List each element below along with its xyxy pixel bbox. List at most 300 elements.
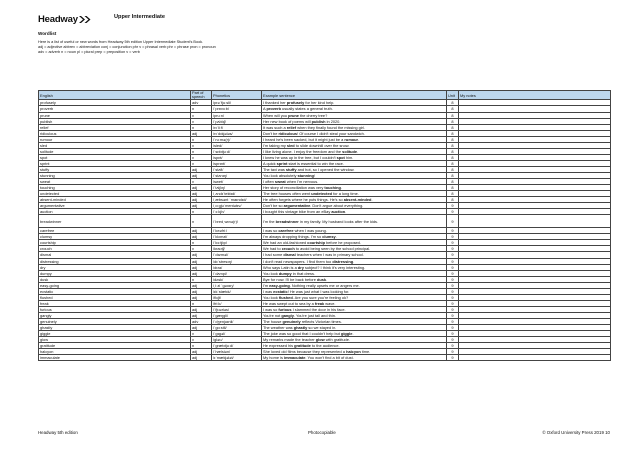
example-text: I was so <box>263 306 279 312</box>
example-cell <box>262 215 447 228</box>
example-keyword: ghastly <box>293 325 308 331</box>
example-text: . Are you sure you're feeling ok? <box>292 294 349 300</box>
unit-cell: 8 <box>447 142 459 148</box>
word-cell: touching <box>39 185 191 191</box>
word-cell: solitude <box>39 148 191 154</box>
example-text: ! <box>313 172 315 178</box>
example-text: and hot, so I opened the window. <box>296 166 355 172</box>
example-text: My home is <box>263 355 284 361</box>
phonetics-cell: /ˈfjʊəriəs/ <box>212 306 262 312</box>
example-keyword: absent-minded <box>343 197 372 203</box>
word-cell: absent-minded <box>39 197 191 203</box>
part-of-speech-cell: adj <box>191 252 212 258</box>
unit-cell: 9 <box>447 331 459 337</box>
example-keyword: crouch <box>281 246 295 252</box>
example-text: in my family. My husband looks after the kids. <box>298 218 379 224</box>
example-keyword: gangly <box>281 312 294 318</box>
example-text: I often <box>263 179 275 185</box>
example-keyword: undetected <box>311 191 332 197</box>
example-keyword: carefree <box>278 228 294 234</box>
example-text: to the audience. <box>310 343 340 349</box>
word-cell: breadwinner <box>39 215 191 228</box>
part-of-speech-cell: n <box>191 300 212 306</box>
part-of-speech-cell: v <box>191 179 212 185</box>
example-text: I knew he was up in the tree, but I couldn't <box>263 154 337 160</box>
part-of-speech-cell: adj <box>191 325 212 331</box>
word-cell: giggle <box>39 331 191 337</box>
table-body <box>39 100 611 361</box>
intro-line: adv = adverb n = noun pl = plural prep = preposition v = verb <box>38 50 140 54</box>
part-of-speech-cell: v <box>191 112 212 118</box>
part-of-speech-cell: n <box>191 136 212 142</box>
unit-cell: 8 <box>447 130 459 136</box>
phonetics-cell: /ˈɡɑːstli/ <box>212 325 262 331</box>
unit-cell: 9 <box>447 325 459 331</box>
phonetics-cell: /ˈpʌblɪʃ/ <box>212 118 262 124</box>
example-text: in 2020. <box>325 118 341 124</box>
phonetics-cell: /ɪkˈstætɪk/ <box>212 288 262 294</box>
unit-cell: 9 <box>447 312 459 318</box>
example-text: . <box>340 185 342 191</box>
phonetics-cell: /ˈprɒvɜːb/ <box>212 106 262 112</box>
phonetics-cell: /prəˈfjuːsli/ <box>212 100 262 106</box>
example-text: I'm taking my <box>263 142 287 148</box>
intro-line: Here is a list of useful or new words from Headway 5th edition Upper Intermediate Student's Book. <box>38 40 204 44</box>
phonetics-cell: /ˈklʌmzi/ <box>212 234 262 240</box>
word-cell: stunning <box>39 172 191 178</box>
phonetics-cell: /ˈsɒlɪtjuːd/ <box>212 148 262 154</box>
table-row <box>39 355 611 361</box>
example-keyword: flushed <box>278 294 293 300</box>
phonetics-cell: /pruːn/ <box>212 112 262 118</box>
phonetics-cell: /ˈruːmə(r)/ <box>212 136 262 142</box>
phonetics-cell: /draɪ/ <box>212 264 262 270</box>
example-keyword: freak <box>314 300 325 306</box>
example-text: Bye for now. I'll be back before <box>263 276 317 282</box>
phonetics-cell: /ˌɑːɡjuˈmentətɪv/ <box>212 203 262 209</box>
unit-cell: 9 <box>447 270 459 276</box>
phonetics-cell: /flʌʃt/ <box>212 294 262 300</box>
word-cell: sled <box>39 142 191 148</box>
word-cell: easy-going <box>39 282 191 288</box>
example-keyword: dismal <box>283 252 296 258</box>
phonetics-cell: /ˈɡrætɪtjuːd/ <box>212 343 262 349</box>
example-keyword: glow <box>315 337 325 343</box>
example-keyword: ridiculous <box>278 130 298 136</box>
unit-cell: 9 <box>447 319 459 325</box>
example-text: in that dress. <box>291 270 315 276</box>
part-of-speech-cell: n <box>191 276 212 282</box>
example-keyword: courtship <box>307 240 326 246</box>
example-text: . Nothing really upsets me or angers me. <box>289 282 360 288</box>
phonetics-cell: /ˈhælsiən/ <box>212 349 262 355</box>
example-text: subject? I think it's very interesting. <box>303 264 366 270</box>
part-of-speech-cell: adj <box>191 203 212 209</box>
example-keyword: auction <box>331 209 346 215</box>
part-of-speech-cell: adj <box>191 270 212 276</box>
example-keyword: dusk <box>316 276 327 282</box>
unit-cell: 8 <box>447 185 459 191</box>
example-text: . <box>345 209 347 215</box>
example-text: Don't be so <box>263 203 284 209</box>
example-text: I was so <box>263 228 279 234</box>
example-keyword: clumsy <box>322 234 336 240</box>
word-cell: stuffy <box>39 166 191 172</box>
unit-cell: 9 <box>447 306 459 312</box>
example-text: ! He was just what I was looking for. <box>287 288 350 294</box>
phonetics-cell: /swet/ <box>212 179 262 185</box>
example-keyword: sweat <box>274 179 286 185</box>
example-keyword: proverb <box>266 106 281 112</box>
example-keyword: stuffy <box>285 166 297 172</box>
unit-cell: 9 <box>447 288 459 294</box>
word-cell: spot <box>39 154 191 160</box>
part-of-speech-cell: adj <box>191 166 212 172</box>
example-text: A quick <box>263 160 277 166</box>
word-cell: freak <box>39 300 191 306</box>
example-keyword: sled <box>286 142 295 148</box>
example-keyword: dumpy <box>278 270 292 276</box>
example-text: Her story of reconciliation was very <box>263 185 325 191</box>
unit-cell: 9 <box>447 276 459 282</box>
example-text: . <box>335 234 337 240</box>
unit-cell: 9 <box>447 349 459 355</box>
phonetics-cell: /sled/ <box>212 142 262 148</box>
example-keyword: sprint <box>276 160 288 166</box>
intro-line: adj = adjective abbrev = abbreviation conj = conjunction phr v = phrasal verb phr = phrase pron = pronoun <box>38 45 216 49</box>
example-text: for her kind help. <box>304 100 335 106</box>
example-text: I like living alone. I enjoy the freedom and the <box>263 148 343 154</box>
example-text: I heard he's been sacked, but it might just be a <box>263 136 345 142</box>
unit-cell: 9 <box>447 228 459 234</box>
example-cell <box>262 355 447 361</box>
example-text: She loved old films because they represented a <box>263 349 347 355</box>
word-cell: courtship <box>39 240 191 246</box>
phonetics-cell: /dɪˈstresɪŋ/ <box>212 258 262 264</box>
unit-cell: 9 <box>447 246 459 252</box>
word-cell: prune <box>39 112 191 118</box>
part-of-speech-cell: adj <box>191 234 212 240</box>
unit-cell: 9 <box>447 258 459 264</box>
word-cell: crouch <box>39 246 191 252</box>
word-cell: sprint <box>39 160 191 166</box>
unit-cell: 8 <box>447 112 459 118</box>
wordlist-table <box>38 90 611 361</box>
word-cell: ghastly <box>39 325 191 331</box>
example-text: when I'm nervous. <box>285 179 319 185</box>
unit-cell: 8 <box>447 172 459 178</box>
word-cell: distressing <box>39 258 191 264</box>
part-of-speech-cell: v <box>191 142 212 148</box>
example-text: He often forgets where he puts things. He's so <box>263 197 344 203</box>
example-keyword: halcyon <box>346 349 361 355</box>
phonetics-cell: /ˈtʌtʃɪŋ/ <box>212 185 262 191</box>
example-text: when I was young. <box>293 228 327 234</box>
part-of-speech-cell: adj <box>191 306 212 312</box>
part-of-speech-cell: adv <box>191 100 212 106</box>
part-of-speech-cell: adj <box>191 349 212 355</box>
unit-cell: 9 <box>447 337 459 343</box>
example-text: The weather was <box>263 325 294 331</box>
example-text: He was swept out to sea by a <box>263 300 315 306</box>
example-text: the cherry tree? <box>298 112 328 118</box>
example-text: so we stayed in. <box>307 325 337 331</box>
unit-cell: 9 <box>447 234 459 240</box>
example-text: reflects Victorian times. <box>300 319 342 324</box>
unit-cell: 9 <box>447 300 459 306</box>
example-text: I had some <box>263 252 284 258</box>
example-text: time. <box>360 349 371 355</box>
example-keyword: ecstatic <box>273 288 288 294</box>
part-of-speech-cell: adj <box>191 185 212 191</box>
example-text: before he proposed. <box>325 240 361 246</box>
example-text: . <box>326 276 328 282</box>
phonetics-cell: /ˈɔːkʃn/ <box>212 209 262 215</box>
unit-cell: 8 <box>447 154 459 160</box>
example-text: Her new book of poems will <box>263 118 312 124</box>
example-keyword: publish <box>311 118 326 124</box>
header-unit: Unit <box>447 91 459 100</box>
word-cell: dumpy <box>39 270 191 276</box>
word-cell: glow <box>39 337 191 343</box>
unit-cell: 8 <box>447 179 459 185</box>
phonetics-cell: /dʌsk/ <box>212 276 262 282</box>
example-text: I thanked her <box>263 100 287 106</box>
example-keyword: touching <box>324 185 341 191</box>
part-of-speech-cell: adj <box>191 130 212 136</box>
example-text: Who says Latin is a <box>263 264 298 270</box>
phonetics-cell: /ˌʌndɪˈtektɪd/ <box>212 191 262 197</box>
example-keyword: distressing <box>332 258 354 264</box>
example-text: . <box>358 136 360 142</box>
part-of-speech-cell: v <box>191 154 212 160</box>
word-cell: dismal <box>39 252 191 258</box>
part-of-speech-cell: adj <box>191 191 212 197</box>
unit-cell: 9 <box>447 215 459 228</box>
phonetics-cell: /spɒt/ <box>212 154 262 160</box>
phonetics-cell: /kraʊtʃ/ <box>212 246 262 252</box>
word-cell: dusk <box>39 276 191 282</box>
table-row <box>39 215 611 228</box>
phonetics-cell: /ˈdʒenjuɪnli/ <box>212 319 262 325</box>
part-of-speech-cell: adj <box>191 294 212 300</box>
example-text: start is essential to win the race. <box>287 160 344 166</box>
header-part-of-speech: Part of speech <box>191 91 212 100</box>
logo-text: Headway <box>38 13 78 25</box>
part-of-speech-cell: n <box>191 215 212 228</box>
part-of-speech-cell: v <box>191 118 212 124</box>
example-text: . You're just tall and thin. <box>293 312 336 318</box>
part-of-speech-cell: n <box>191 209 212 215</box>
part-of-speech-cell: adj <box>191 258 212 264</box>
part-of-speech-cell: adj <box>191 312 212 318</box>
word-cell: genuinely <box>39 319 191 325</box>
phonetics-cell: /ˈɡæŋɡli/ <box>212 312 262 318</box>
part-of-speech-cell: adj <box>191 264 212 270</box>
example-text: You look absolutely <box>263 172 298 178</box>
part-of-speech-cell: adj <box>191 355 212 361</box>
headway-logo <box>38 13 91 25</box>
example-text: wave. <box>324 300 336 306</box>
word-cell: proverb <box>39 106 191 112</box>
part-of-speech-cell: adj <box>191 172 212 178</box>
phonetics-cell: /ˈkeəfriː/ <box>212 228 262 234</box>
word-cell: halcyon <box>39 349 191 355</box>
word-cell: sweat <box>39 179 191 185</box>
example-text: I don't read newspapers. I find them too <box>263 258 333 264</box>
example-text: I bought this vintage bike from an eBay <box>263 209 332 215</box>
unit-cell: 9 <box>447 264 459 270</box>
unit-cell: 8 <box>447 100 459 106</box>
example-text: . <box>357 148 359 154</box>
example-text: You're not <box>263 312 282 318</box>
example-keyword: easy-going <box>269 282 290 288</box>
example-text: We had to <box>263 246 282 252</box>
unit-cell: 9 <box>447 240 459 246</box>
phonetics-cell: /ˈstʌnɪŋ/ <box>212 172 262 178</box>
example-text: You look <box>263 294 279 300</box>
phonetics-cell: /friːk/ <box>212 300 262 306</box>
example-keyword: solitude <box>342 148 358 154</box>
example-text: . Don't argue about everything. <box>310 203 364 209</box>
example-keyword: profusely <box>286 100 305 106</box>
example-text: for a long time. <box>332 191 359 197</box>
part-of-speech-cell: v <box>191 331 212 337</box>
unit-cell: 9 <box>447 343 459 349</box>
example-keyword: genuinely <box>282 319 301 324</box>
unit-cell: 9 <box>447 355 459 361</box>
word-cell: dry <box>39 264 191 270</box>
header-notes: My notes <box>459 91 611 100</box>
word-cell: furious <box>39 306 191 312</box>
unit-cell: 8 <box>447 197 459 203</box>
word-cell: rumour <box>39 136 191 142</box>
double-chevron-icon <box>79 10 91 28</box>
example-text: The taxi was <box>263 166 286 172</box>
example-keyword: prune <box>288 112 299 118</box>
example-text: when they finally found the missing girl. <box>296 124 365 130</box>
phonetics-cell: /ˈbredˌwɪnə(r)/ <box>212 215 262 228</box>
wordlist-title: Wordlist <box>38 31 57 36</box>
header-example: Example sentence <box>262 91 447 100</box>
example-text: usually states a general truth. <box>280 106 333 112</box>
word-cell: auction <box>39 209 191 215</box>
word-cell: flushed <box>39 294 191 300</box>
word-cell: clumsy <box>39 234 191 240</box>
unit-cell: 9 <box>447 282 459 288</box>
example-keyword: rumour <box>344 136 359 142</box>
example-keyword: stunning <box>297 172 314 178</box>
example-keyword: relief <box>286 124 297 130</box>
part-of-speech-cell: adj <box>191 197 212 203</box>
unit-cell: 8 <box>447 148 459 154</box>
example-text: him. <box>344 154 354 160</box>
footer-copyright: © Oxford University Press 2019 10 <box>542 430 610 435</box>
table-header-row <box>39 91 611 100</box>
phonetics-cell: /rɪˈdɪkjələs/ <box>212 130 262 136</box>
intro-text <box>38 40 598 55</box>
word-cell: carefree <box>39 228 191 234</box>
phonetics-cell: /ˈstʌfi/ <box>212 166 262 172</box>
example-text: . <box>371 197 373 203</box>
example-keyword: furious <box>278 306 292 312</box>
notes-cell[interactable] <box>459 215 611 228</box>
example-text: I was <box>263 288 274 294</box>
example-text: . You won't find a bit of dust. <box>305 355 354 361</box>
part-of-speech-cell: adj <box>191 228 212 234</box>
level-title: Upper Intermediate <box>114 14 165 20</box>
phonetics-cell: /ˌæbsənt ˈmaɪndɪd/ <box>212 197 262 203</box>
header-english: English <box>39 91 191 100</box>
unit-cell: 9 <box>447 203 459 209</box>
part-of-speech-cell: v <box>191 160 212 166</box>
example-keyword: spot <box>336 154 345 160</box>
word-cell: profusely <box>39 100 191 106</box>
unit-cell: 8 <box>447 191 459 197</box>
unit-cell: 8 <box>447 166 459 172</box>
example-text: I'm the <box>263 218 276 224</box>
word-cell: argumentative <box>39 203 191 209</box>
word-cell: publish <box>39 118 191 124</box>
example-keyword: giggle <box>340 331 353 337</box>
unit-cell: 9 <box>447 209 459 215</box>
example-text: to avoid being seen by the school principal. <box>294 246 371 252</box>
example-keyword: gratitude <box>294 343 311 349</box>
example-text: The joke was so good that I couldn't help but <box>263 331 341 337</box>
unit-cell: 9 <box>447 294 459 300</box>
example-text: I'm always dropping things. I'm so <box>263 234 323 240</box>
unit-cell: 9 <box>447 252 459 258</box>
example-text: When will you <box>263 112 289 118</box>
unit-cell: 8 <box>447 124 459 130</box>
word-cell: gratitude <box>39 343 191 349</box>
example-keyword: immaculate <box>283 355 306 361</box>
word-cell: ecstatic <box>39 288 191 294</box>
example-text: You look <box>263 270 279 276</box>
phonetics-cell: /rɪˈliːf/ <box>212 124 262 130</box>
part-of-speech-cell: adv <box>191 319 212 325</box>
example-text: Don't be <box>263 130 279 136</box>
example-text: ! Of course I didn't steal your sandwich. <box>297 130 365 136</box>
example-text: . <box>352 331 354 337</box>
footer-edition: Headway 5th edition <box>38 430 78 435</box>
example-keyword: breadwinner <box>275 218 299 224</box>
example-text: I slammed the door in his face. <box>291 306 346 312</box>
example-text: teachers when I was in primary school. <box>295 252 364 258</box>
part-of-speech-cell: v <box>191 246 212 252</box>
part-of-speech-cell: v <box>191 337 212 343</box>
example-text: He expressed his <box>263 343 295 349</box>
part-of-speech-cell: adj <box>191 282 212 288</box>
footer-photocopiable: Photocopiable <box>308 430 336 435</box>
part-of-speech-cell: n <box>191 106 212 112</box>
example-text: The house <box>263 319 283 324</box>
example-text: with gratitude. <box>324 337 350 343</box>
phonetics-cell: /ˈɡɪɡəl/ <box>212 331 262 337</box>
part-of-speech-cell: n <box>191 124 212 130</box>
word-cell: ridiculous <box>39 130 191 136</box>
example-text: My remarks made the teacher <box>263 337 316 343</box>
phonetics-cell: /ɪˈmækjələt/ <box>212 355 262 361</box>
example-text: We had an old-fashioned <box>263 240 308 246</box>
word-cell: relief <box>39 124 191 130</box>
page-header <box>38 13 608 90</box>
example-text: I'm <box>263 282 270 288</box>
example-text: The tree houses often went <box>263 191 312 197</box>
unit-cell: 8 <box>447 106 459 112</box>
notes-cell[interactable] <box>459 355 611 361</box>
phonetics-cell: /ˈdʌmpi/ <box>212 270 262 276</box>
